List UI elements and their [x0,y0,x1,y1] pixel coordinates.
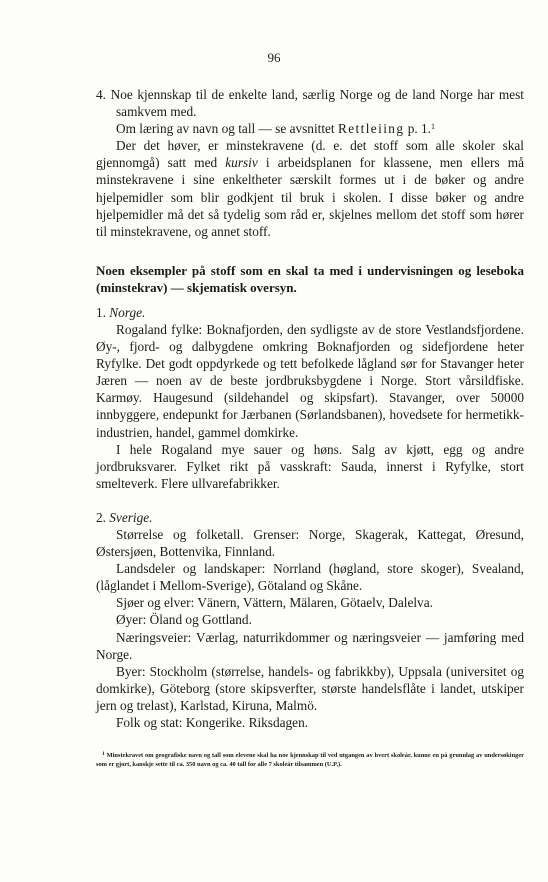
page-number: 96 [267,50,281,65]
section-number: 1. [96,304,110,320]
paragraph: Sjøer og elver: Vänern, Vättern, Mälaren, Götaelv, Dalelva. [116,595,433,611]
paragraph: Størrelse og folketall. Grenser: Norge, Skagerak, Kattegat, Øresund, Østersjøen, Bottenvika, Finnland. [96,526,524,560]
page-content [96,86,524,769]
note-line [96,120,524,137]
footnote-mark: 1 [102,751,105,758]
list-item-number: 4. [96,87,106,102]
note-line-tail: p. 1. [404,121,431,137]
paragraph: I hele Rogaland mye sauer og høns. Salg av kjøtt, egg og andre jordbruksvarer. Fylket rikt på vasskraft: Sauda, innerst i Ryfylke, stort smelteverk. Flere ullvarefabrikker. [96,441,524,491]
paragraph: Øyer: Öland og Gottland. [116,612,252,628]
paragraph: Byer: Stockholm (størrelse, handels- og fabrikkby), Uppsala (universitet og domkirke), Göteborg (store skipsverfter, største handelsflåte i landet, utskiper jern og trelast), Karlstad, Kiruna, Malmö. [96,663,524,713]
paragraph-text: Der det høver, er minstekravene (d. e. det stoff som alle skoler skal gjennomgå) satt med [96,138,524,171]
section-title: Norge. [109,304,146,320]
footnote-reference: 1 [431,122,435,132]
paragraph: Næringsveier: Værlag, naturrikdommer og næringsveier — jamføring med Norge. [96,629,524,662]
italic-term: kursiv [225,155,258,171]
footnote-text: Minstekravet om geografiske navn og tall som elevene skal ha noe kjennskap til ved utgangen av hvert skoleår, kunne en på grunnlag av undersøkinger som er gjort, kanskje sette til ca. 350 navn og ca. 40 tall for alle 7 skoleår tilsammen (U.P.). [96,752,524,769]
section-title: Sverige. [109,509,153,525]
paragraph: Folk og stat: Kongerike. Riksdagen. [116,715,309,730]
list-item-4 [96,86,524,120]
paragraph-text-tail: i arbeidsplanen for klassene, men ellers må minstekravene i sine enkeltheter særskilt formes ut i de bøker og andre hjelpemidler som blir godkjent til bruk i skolen. I disse bøker og andre hjelpemidler må det så tydelig som råd er, skjelnes mellom det stoff som hører til minstekravene, og annet stoff. [96,155,524,239]
section-heading: Noen eksempler på stoff som en skal ta med i undervisningen og leseboka (minstekrav) — skjematisk oversyn. [96,262,524,295]
section-title-norge [96,304,524,321]
footnote [96,751,524,769]
section-number: 2. [96,509,110,525]
paragraph-minstekrav [96,137,524,240]
spaced-term: Rettleiing [337,121,405,137]
paragraph: Rogaland fylke: Boknafjorden, den sydligste av de store Vestlandsfjordene. Øy-, fjord- og dalbygdene omkring Boknafjorden og sidefjordene heter Ryfylke. Det godt oppdyrkede og tett befolkede lågland sør for Stavanger heter Jæren — noen av de beste jordbruksbygdene i Norge. Stort vårsildfiske. Karmøy. Haugesund (sildehandel og skipsfart). Stavanger, over 50000 innbyggere, endepunkt for Jærbanen (Sørlandsbanen), hovedsete for hermetikk-industrien, handel, gammel domkirke. [96,321,524,440]
paragraph: Landsdeler og landskaper: Norrland (høgland, store skoger), Svealand, (låglandet i Mellom-Sverige), Götaland og Skåne. [96,561,524,594]
list-item-text: Noe kjennskap til de enkelte land, særlig Norge og de land Norge har mest samkvem med. [110,87,525,120]
section-title-sverige [96,509,524,526]
note-line-text: Om læring av navn og tall — se avsnittet [116,121,338,137]
